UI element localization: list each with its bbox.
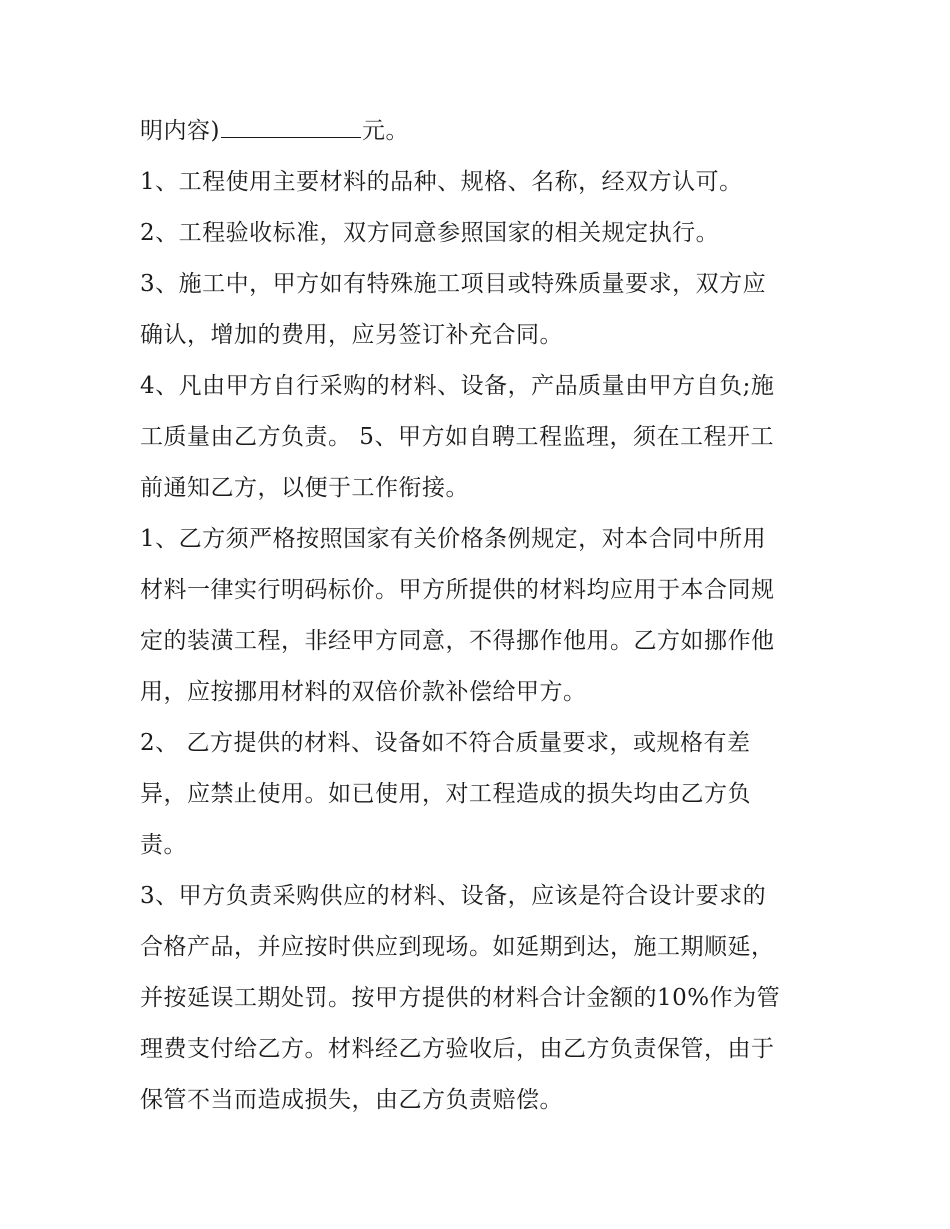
text-line-5: 确认，增加的费用，应另签订补充合同。: [140, 322, 563, 348]
text-line-13: 2、 乙方提供的材料、设备如不符合质量要求，或规格有差: [140, 730, 751, 756]
text-line-4: 3、施工中，甲方如有特殊施工项目或特殊质量要求，双方应: [140, 271, 767, 297]
text-line-18: 并按延误工期处罚。按甲方提供的材料合计金额的10%作为管: [140, 985, 781, 1011]
text-line-14: 异，应禁止使用。如已使用，对工程造成的损失均由乙方负: [140, 781, 751, 807]
text-line-12: 用，应按挪用材料的双倍价款补偿给甲方。: [140, 679, 587, 705]
text-line-10: 材料一律实行明码标价。甲方所提供的材料均应用于本合同规: [140, 577, 775, 603]
text-line-15: 责。: [140, 832, 187, 858]
text-line-3: 2、工程验收标准，双方同意参照国家的相关规定执行。: [140, 220, 720, 246]
text-line-1-pre: 明内容): [140, 118, 220, 144]
text-line-2: 1、工程使用主要材料的品种、规格、名称，经双方认可。: [140, 169, 743, 195]
text-line-11: 定的装潢工程，非经甲方同意，不得挪作他用。乙方如挪作他: [140, 628, 775, 654]
text-line-16: 3、甲方负责采购供应的材料、设备，应该是符合设计要求的: [140, 883, 767, 909]
text-line-9: 1、乙方须严格按照国家有关价格条例规定，对本合同中所用: [140, 526, 767, 552]
fill-in-blank: [221, 117, 361, 138]
document-body: [140, 106, 820, 1126]
text-line-19: 理费支付给乙方。材料经乙方验收后，由乙方负责保管，由于: [140, 1036, 775, 1062]
text-line-20: 保管不当而造成损失，由乙方负责赔偿。: [140, 1087, 563, 1113]
text-line-1: [140, 106, 820, 157]
text-line-8: 前通知乙方，以便于工作衔接。: [140, 475, 469, 501]
text-line-1-post: 元。: [361, 118, 409, 144]
text-line-7: 工质量由乙方负责。 5、甲方如自聘工程监理，须在工程开工: [140, 424, 774, 450]
text-line-17: 合格产品，并应按时供应到现场。如延期到达，施工期顺延，: [140, 934, 775, 960]
text-line-6: 4、凡由甲方自行采购的材料、设备，产品质量由甲方自负;施: [140, 373, 775, 399]
